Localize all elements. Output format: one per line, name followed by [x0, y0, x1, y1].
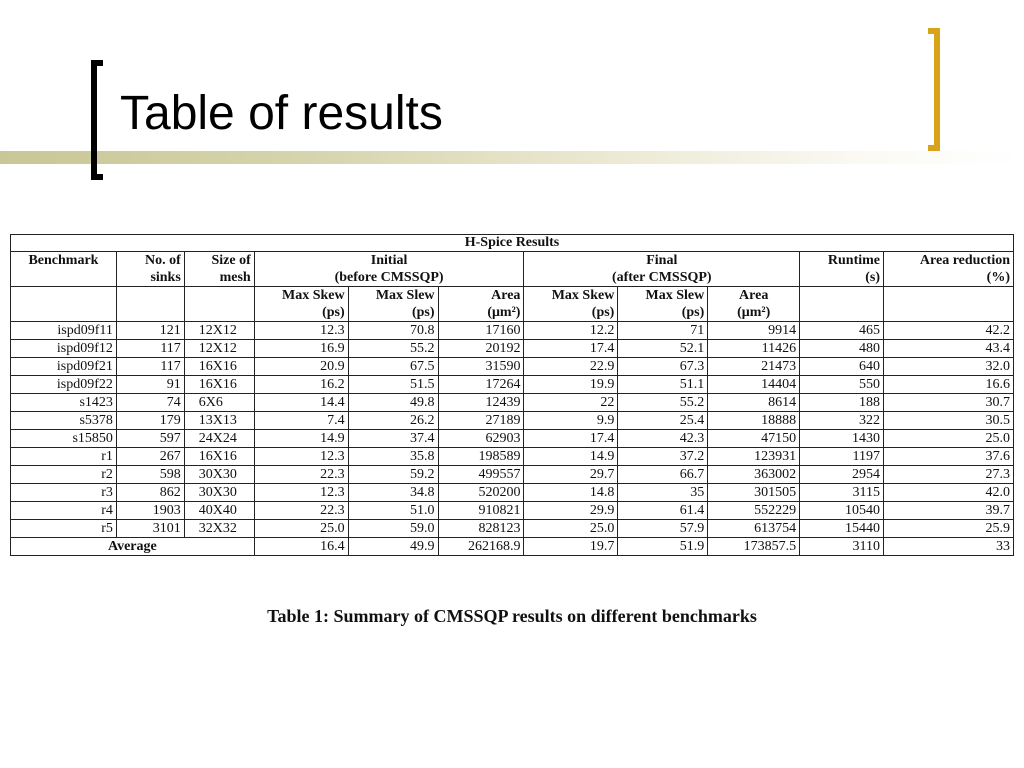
sinks-cell: 598: [116, 466, 184, 484]
final-area-cell: 11426: [708, 340, 800, 358]
final-max-slew-cell: 52.1: [618, 340, 708, 358]
sinks-cell: 121: [116, 322, 184, 340]
final-max-skew-cell: 14.9: [524, 448, 618, 466]
header-final-max-slew: Max Slew (ps): [618, 287, 708, 322]
final-max-skew-cell: 29.7: [524, 466, 618, 484]
table-row: [11, 376, 1014, 394]
final-max-skew-cell: 25.0: [524, 520, 618, 538]
final-area-cell: 8614: [708, 394, 800, 412]
final-max-slew-cell: 51.1: [618, 376, 708, 394]
mesh-size-cell: 30X30: [184, 466, 254, 484]
header-benchmark: Benchmark: [11, 252, 117, 287]
left-bracket-decoration: [91, 60, 103, 180]
area-reduction-cell: 25.0: [884, 430, 1014, 448]
runtime-cell: 550: [800, 376, 884, 394]
runtime-cell: 1430: [800, 430, 884, 448]
benchmark-cell: ispd09f12: [11, 340, 117, 358]
initial-max-slew-cell: 59.2: [348, 466, 438, 484]
table-row: [11, 322, 1014, 340]
right-bracket-decoration: [928, 28, 940, 151]
final-max-skew-cell: 17.4: [524, 430, 618, 448]
benchmark-cell: r4: [11, 502, 117, 520]
table-row: [11, 412, 1014, 430]
initial-area-cell: 12439: [438, 394, 524, 412]
runtime-cell: 3115: [800, 484, 884, 502]
initial-max-skew-cell: 7.4: [254, 412, 348, 430]
header-initial-max-skew: Max Skew (ps): [254, 287, 348, 322]
final-max-skew-cell: 19.9: [524, 376, 618, 394]
final-area-cell: 552229: [708, 502, 800, 520]
mesh-size-cell: 12X12: [184, 340, 254, 358]
header-initial-area: Area (μm²): [438, 287, 524, 322]
header-area-reduction: Area reduction (%): [884, 252, 1014, 287]
initial-max-slew-cell: 35.8: [348, 448, 438, 466]
runtime-cell: 15440: [800, 520, 884, 538]
initial-max-skew-cell: 22.3: [254, 502, 348, 520]
benchmark-cell: s5378: [11, 412, 117, 430]
final-max-slew-cell: 37.2: [618, 448, 708, 466]
final-max-slew-cell: 35: [618, 484, 708, 502]
final-max-slew-cell: 55.2: [618, 394, 708, 412]
initial-max-skew-cell: 14.9: [254, 430, 348, 448]
area-reduction-cell: 30.7: [884, 394, 1014, 412]
initial-area-cell: 198589: [438, 448, 524, 466]
benchmark-cell: s1423: [11, 394, 117, 412]
header-final: Final (after CMSSQP): [524, 252, 800, 287]
header-initial: Initial (before CMSSQP): [254, 252, 524, 287]
final-max-skew-cell: 22: [524, 394, 618, 412]
table-row: [11, 520, 1014, 538]
table-row: [11, 340, 1014, 358]
average-cell: 33: [884, 538, 1014, 556]
initial-area-cell: 31590: [438, 358, 524, 376]
slide-title: Table of results: [120, 87, 443, 140]
runtime-cell: 640: [800, 358, 884, 376]
initial-area-cell: 62903: [438, 430, 524, 448]
mesh-size-cell: 40X40: [184, 502, 254, 520]
benchmark-cell: r1: [11, 448, 117, 466]
initial-area-cell: 17160: [438, 322, 524, 340]
mesh-size-cell: 16X16: [184, 376, 254, 394]
average-cell: 262168.9: [438, 538, 524, 556]
title-underline: [0, 151, 1024, 164]
mesh-size-cell: 24X24: [184, 430, 254, 448]
area-reduction-cell: 16.6: [884, 376, 1014, 394]
initial-max-slew-cell: 55.2: [348, 340, 438, 358]
benchmark-cell: r2: [11, 466, 117, 484]
benchmark-cell: ispd09f21: [11, 358, 117, 376]
table-row: [11, 358, 1014, 376]
area-reduction-cell: 32.0: [884, 358, 1014, 376]
mesh-size-cell: 13X13: [184, 412, 254, 430]
mesh-size-cell: 16X16: [184, 448, 254, 466]
initial-area-cell: 27189: [438, 412, 524, 430]
final-area-cell: 613754: [708, 520, 800, 538]
initial-area-cell: 20192: [438, 340, 524, 358]
final-max-skew-cell: 12.2: [524, 322, 618, 340]
initial-max-slew-cell: 26.2: [348, 412, 438, 430]
initial-max-skew-cell: 25.0: [254, 520, 348, 538]
area-reduction-cell: 27.3: [884, 466, 1014, 484]
header-empty: [184, 287, 254, 322]
initial-max-slew-cell: 51.5: [348, 376, 438, 394]
average-cell: 173857.5: [708, 538, 800, 556]
mesh-size-cell: 16X16: [184, 358, 254, 376]
area-reduction-cell: 42.2: [884, 322, 1014, 340]
average-cell: 3110: [800, 538, 884, 556]
area-reduction-cell: 30.5: [884, 412, 1014, 430]
mesh-size-cell: 30X30: [184, 484, 254, 502]
initial-max-slew-cell: 67.5: [348, 358, 438, 376]
table-row: [11, 430, 1014, 448]
average-cell: 51.9: [618, 538, 708, 556]
initial-max-skew-cell: 20.9: [254, 358, 348, 376]
initial-max-skew-cell: 16.2: [254, 376, 348, 394]
area-reduction-cell: 43.4: [884, 340, 1014, 358]
initial-area-cell: 520200: [438, 484, 524, 502]
sinks-cell: 117: [116, 358, 184, 376]
average-cell: 16.4: [254, 538, 348, 556]
initial-max-slew-cell: 37.4: [348, 430, 438, 448]
header-empty: [800, 287, 884, 322]
average-label: Average: [11, 538, 255, 556]
table-banner: H-Spice Results: [11, 235, 1014, 252]
runtime-cell: 188: [800, 394, 884, 412]
header-initial-max-slew: Max Slew (ps): [348, 287, 438, 322]
initial-area-cell: 17264: [438, 376, 524, 394]
mesh-size-cell: 32X32: [184, 520, 254, 538]
mesh-size-cell: 6X6: [184, 394, 254, 412]
average-row: [11, 538, 1014, 556]
final-max-skew-cell: 17.4: [524, 340, 618, 358]
final-max-skew-cell: 9.9: [524, 412, 618, 430]
average-cell: 49.9: [348, 538, 438, 556]
initial-area-cell: 499557: [438, 466, 524, 484]
final-area-cell: 9914: [708, 322, 800, 340]
final-area-cell: 123931: [708, 448, 800, 466]
final-area-cell: 21473: [708, 358, 800, 376]
header-empty: [116, 287, 184, 322]
sinks-cell: 3101: [116, 520, 184, 538]
initial-max-slew-cell: 70.8: [348, 322, 438, 340]
final-max-skew-cell: 29.9: [524, 502, 618, 520]
final-max-slew-cell: 61.4: [618, 502, 708, 520]
area-reduction-cell: 37.6: [884, 448, 1014, 466]
table-row: [11, 394, 1014, 412]
sinks-cell: 267: [116, 448, 184, 466]
results-table: [10, 234, 1014, 556]
header-final-max-skew: Max Skew (ps): [524, 287, 618, 322]
sinks-cell: 179: [116, 412, 184, 430]
header-runtime: Runtime (s): [800, 252, 884, 287]
final-max-slew-cell: 57.9: [618, 520, 708, 538]
area-reduction-cell: 39.7: [884, 502, 1014, 520]
initial-max-slew-cell: 59.0: [348, 520, 438, 538]
initial-area-cell: 828123: [438, 520, 524, 538]
initial-max-skew-cell: 12.3: [254, 484, 348, 502]
final-max-skew-cell: 22.9: [524, 358, 618, 376]
final-max-skew-cell: 14.8: [524, 484, 618, 502]
final-area-cell: 18888: [708, 412, 800, 430]
sinks-cell: 74: [116, 394, 184, 412]
runtime-cell: 1197: [800, 448, 884, 466]
benchmark-cell: s15850: [11, 430, 117, 448]
runtime-cell: 480: [800, 340, 884, 358]
runtime-cell: 2954: [800, 466, 884, 484]
runtime-cell: 465: [800, 322, 884, 340]
area-reduction-cell: 25.9: [884, 520, 1014, 538]
mesh-size-cell: 12X12: [184, 322, 254, 340]
final-max-slew-cell: 66.7: [618, 466, 708, 484]
initial-max-slew-cell: 34.8: [348, 484, 438, 502]
sinks-cell: 597: [116, 430, 184, 448]
header-empty: [11, 287, 117, 322]
final-max-slew-cell: 71: [618, 322, 708, 340]
header-empty: [884, 287, 1014, 322]
table-row: [11, 448, 1014, 466]
benchmark-cell: r3: [11, 484, 117, 502]
sinks-cell: 862: [116, 484, 184, 502]
final-area-cell: 47150: [708, 430, 800, 448]
final-area-cell: 363002: [708, 466, 800, 484]
final-area-cell: 301505: [708, 484, 800, 502]
runtime-cell: 322: [800, 412, 884, 430]
sinks-cell: 1903: [116, 502, 184, 520]
benchmark-cell: r5: [11, 520, 117, 538]
runtime-cell: 10540: [800, 502, 884, 520]
average-cell: 19.7: [524, 538, 618, 556]
table-row: [11, 484, 1014, 502]
header-mesh: Size of mesh: [184, 252, 254, 287]
initial-max-skew-cell: 16.9: [254, 340, 348, 358]
initial-max-slew-cell: 49.8: [348, 394, 438, 412]
benchmark-cell: ispd09f22: [11, 376, 117, 394]
final-area-cell: 14404: [708, 376, 800, 394]
final-max-slew-cell: 67.3: [618, 358, 708, 376]
benchmark-cell: ispd09f11: [11, 322, 117, 340]
header-final-area: Area (μm²): [708, 287, 800, 322]
table-row: [11, 466, 1014, 484]
initial-max-skew-cell: 12.3: [254, 448, 348, 466]
initial-max-slew-cell: 51.0: [348, 502, 438, 520]
sinks-cell: 117: [116, 340, 184, 358]
table-row: [11, 502, 1014, 520]
table-caption: Table 1: Summary of CMSSQP results on different benchmarks: [267, 606, 757, 626]
final-max-slew-cell: 42.3: [618, 430, 708, 448]
table-body: [11, 322, 1014, 538]
area-reduction-cell: 42.0: [884, 484, 1014, 502]
sinks-cell: 91: [116, 376, 184, 394]
header-sinks: No. of sinks: [116, 252, 184, 287]
initial-max-skew-cell: 14.4: [254, 394, 348, 412]
initial-area-cell: 910821: [438, 502, 524, 520]
final-max-slew-cell: 25.4: [618, 412, 708, 430]
initial-max-skew-cell: 12.3: [254, 322, 348, 340]
initial-max-skew-cell: 22.3: [254, 466, 348, 484]
